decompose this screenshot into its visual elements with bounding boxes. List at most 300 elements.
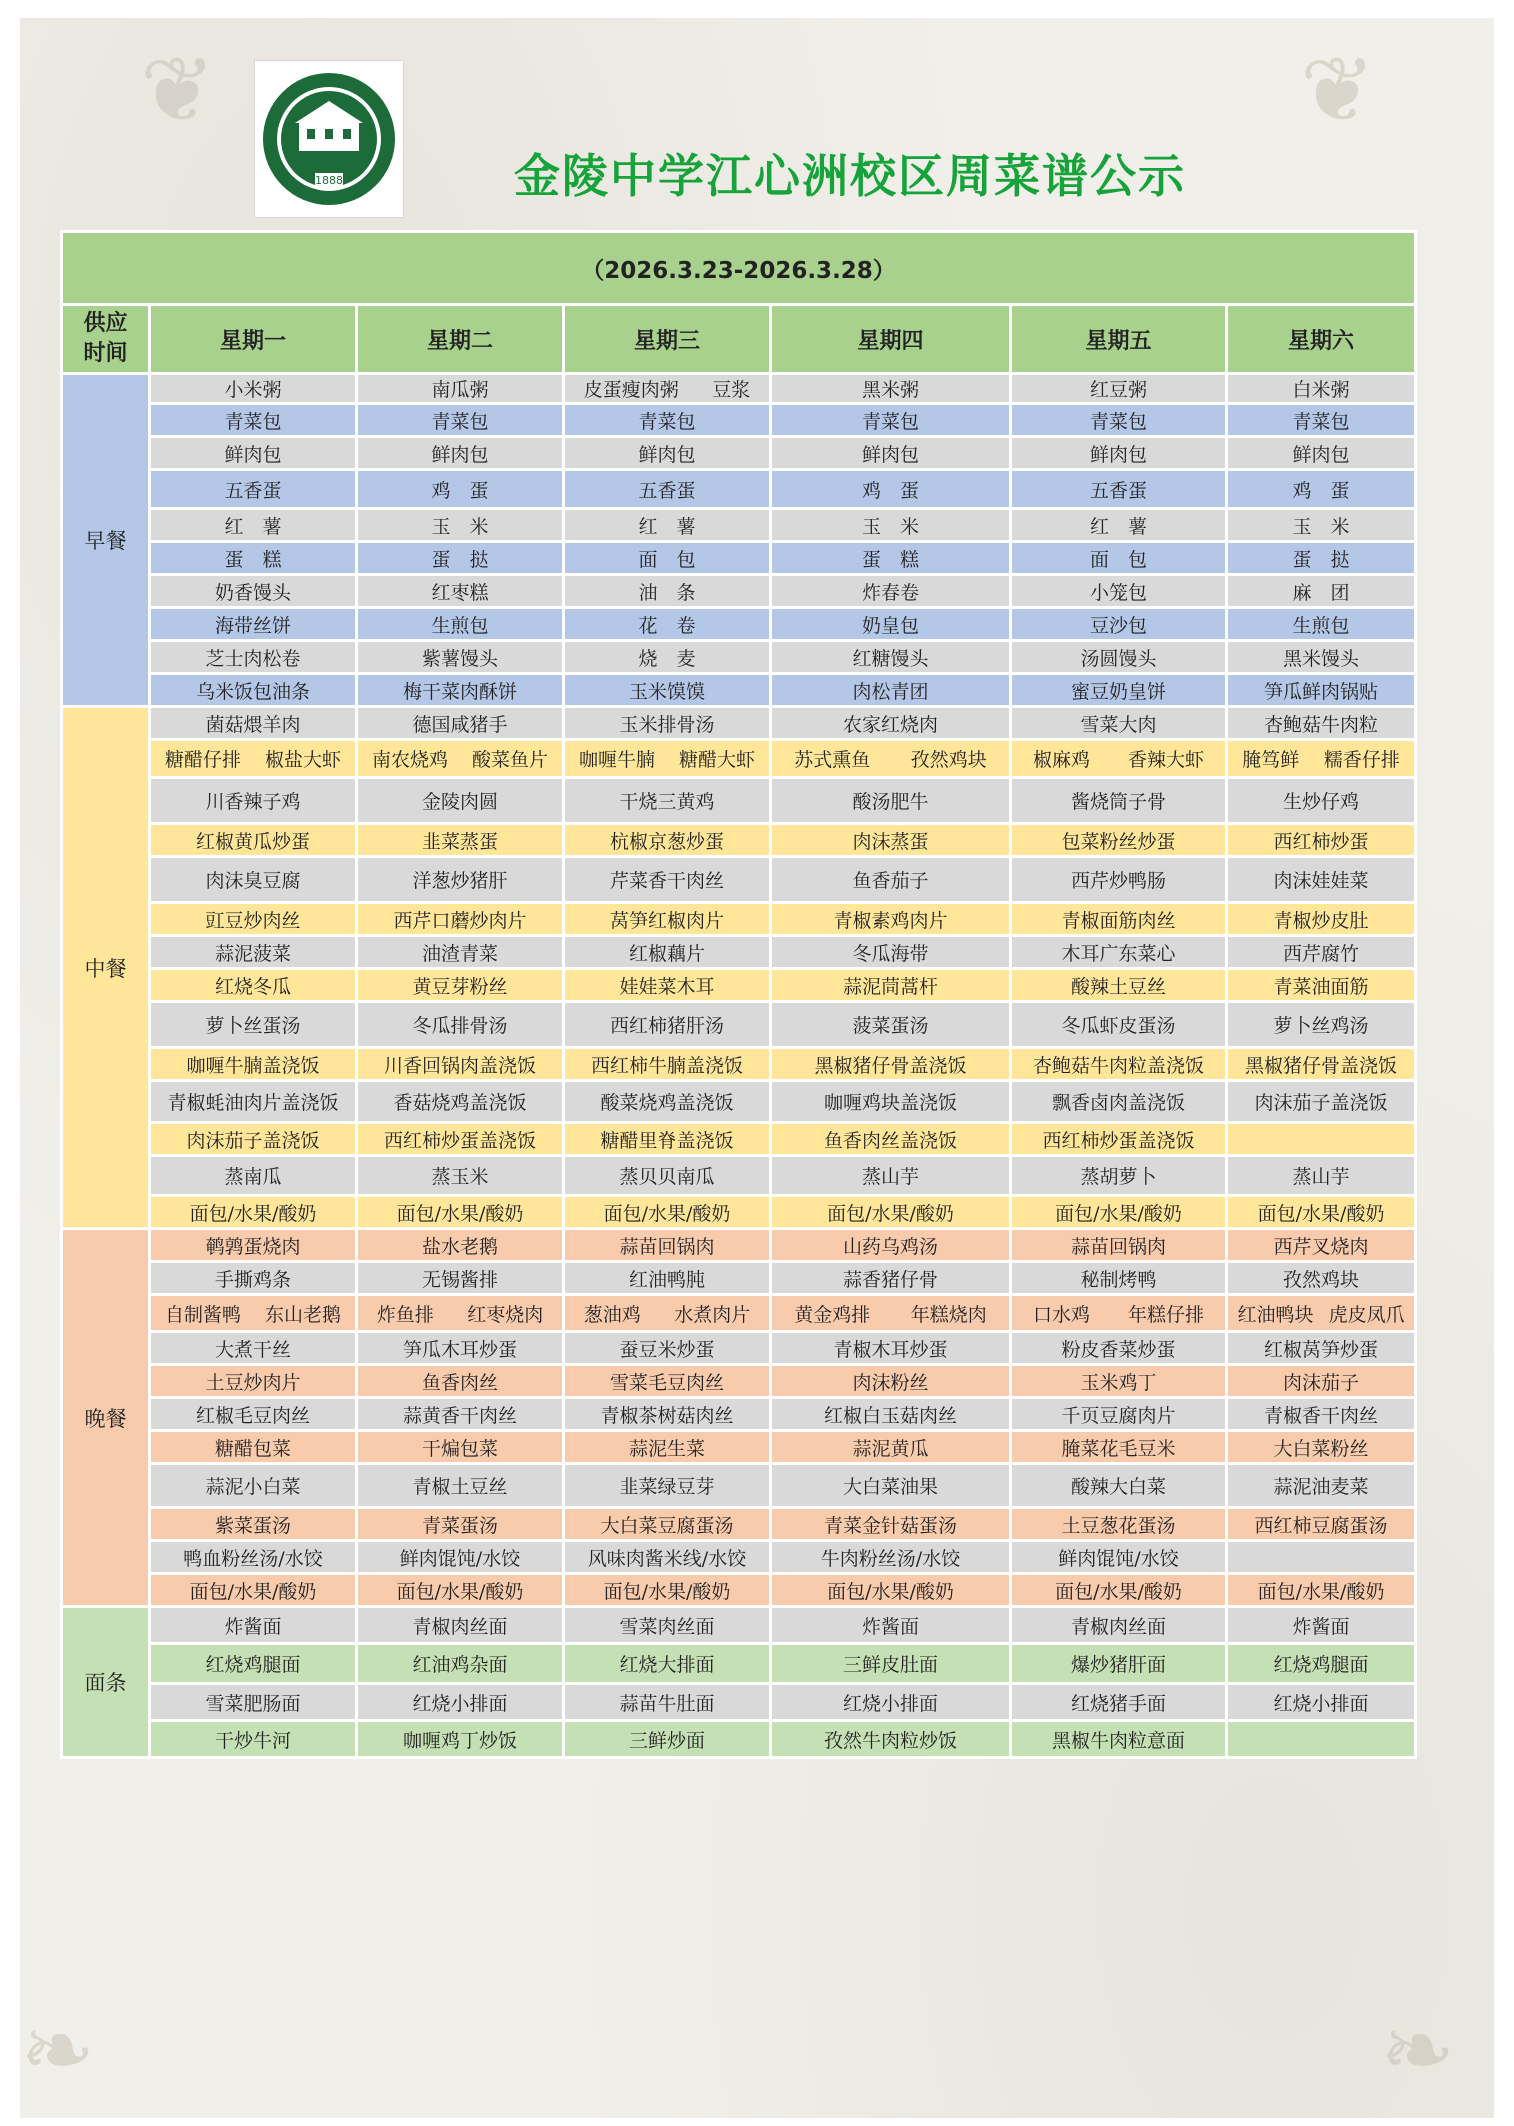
menu-row — [62, 641, 1416, 674]
dish-name: 皮蛋瘦肉粥 — [583, 379, 679, 401]
menu-row — [62, 1574, 1416, 1607]
dish-pair — [153, 1300, 353, 1327]
dish-cell — [1011, 740, 1227, 778]
dish-cell: 金陵肉圆 — [357, 778, 564, 824]
dish-cell: 爆炒猪肝面 — [1011, 1644, 1227, 1684]
dish-cell — [564, 374, 771, 404]
menu-row — [62, 542, 1416, 575]
dish-cell: 鲜肉包 — [1227, 437, 1416, 470]
dish-cell: 菌菇煨羊肉 — [150, 707, 357, 740]
dish-cell: 冬瓜排骨汤 — [357, 1002, 564, 1048]
menu-table — [60, 230, 1417, 1759]
dish-cell: 西红柿牛腩盖浇饭 — [564, 1048, 771, 1081]
branch-decoration-icon: ❦ — [140, 38, 216, 143]
dish-cell: 鲜肉包 — [150, 437, 357, 470]
dish-name: 口水鸡 — [1032, 1303, 1090, 1326]
dish-cell: 花 卷 — [564, 608, 771, 641]
dish-cell: 红烧小排面 — [771, 1684, 1011, 1721]
dish-cell: 面 包 — [1011, 542, 1227, 575]
dish-cell: 黑米馒头 — [1227, 641, 1416, 674]
dish-cell: 鱼香茄子 — [771, 857, 1011, 903]
dish-cell: 鲜肉馄饨/水饺 — [1011, 1541, 1227, 1574]
dish-cell: 红豆粥 — [1011, 374, 1227, 404]
dish-cell: 红烧鸡腿面 — [1227, 1644, 1416, 1684]
menu-row — [62, 1365, 1416, 1398]
menu-row — [62, 674, 1416, 707]
dish-cell: 红椒黄瓜炒蛋 — [150, 824, 357, 857]
menu-row — [62, 374, 1416, 404]
dish-cell: 青菜包 — [564, 404, 771, 437]
dish-cell: 玉米馍馍 — [564, 674, 771, 707]
dish-cell: 雪菜肉丝面 — [564, 1607, 771, 1644]
dish-cell: 青椒素鸡肉片 — [771, 903, 1011, 936]
dish-name: 水煮肉片 — [674, 1303, 751, 1326]
dish-cell: 蒸胡萝卜 — [1011, 1156, 1227, 1196]
dish-cell: 面包/水果/酸奶 — [1011, 1574, 1227, 1607]
dish-cell: 面包/水果/酸奶 — [1011, 1196, 1227, 1229]
dish-cell: 面包/水果/酸奶 — [357, 1574, 564, 1607]
dish-cell: 红枣糕 — [357, 575, 564, 608]
dish-cell: 西红柿炒蛋 — [1227, 824, 1416, 857]
dish-cell: 玉 米 — [771, 509, 1011, 542]
dish-cell: 鱼香肉丝 — [357, 1365, 564, 1398]
dish-cell: 蒸山芋 — [1227, 1156, 1416, 1196]
dish-cell: 飘香卤肉盖浇饭 — [1011, 1081, 1227, 1123]
dish-name: 苏式熏鱼 — [794, 749, 871, 771]
dish-cell: 青菜包 — [1227, 404, 1416, 437]
dish-cell: 萝卜丝鸡汤 — [1227, 1002, 1416, 1048]
dish-name: 椒麻鸡 — [1032, 749, 1090, 771]
dish-cell: 杏鲍菇牛肉粒盖浇饭 — [1011, 1048, 1227, 1081]
day-header-sat: 星期六 — [1227, 305, 1416, 374]
dish-cell: 雪菜毛豆肉丝 — [564, 1365, 771, 1398]
dish-cell: 蒜泥菠菜 — [150, 936, 357, 969]
dish-cell — [1011, 1295, 1227, 1332]
dish-cell: 糖醋包菜 — [150, 1431, 357, 1464]
dish-cell: 西红柿猪肝汤 — [564, 1002, 771, 1048]
dish-cell: 肉沫粉丝 — [771, 1365, 1011, 1398]
dish-cell: 咖喱鸡块盖浇饭 — [771, 1081, 1011, 1123]
leaf-decoration-icon: ❧ — [20, 1998, 96, 2103]
meal-label: 面条 — [62, 1607, 150, 1758]
dish-cell: 青椒肉丝面 — [1011, 1607, 1227, 1644]
dish-cell: 盐水老鹅 — [357, 1229, 564, 1262]
menu-row — [62, 1644, 1416, 1684]
dish-cell: 孜然牛肉粒炒饭 — [771, 1721, 1011, 1758]
menu-row — [62, 969, 1416, 1002]
menu-row — [62, 707, 1416, 740]
dish-cell — [1227, 1123, 1416, 1156]
dish-cell: 咖喱鸡丁炒饭 — [357, 1721, 564, 1758]
dish-cell: 青菜包 — [150, 404, 357, 437]
dish-cell: 南瓜粥 — [357, 374, 564, 404]
dish-cell: 风味肉酱米线/水饺 — [564, 1541, 771, 1574]
supply-time-header — [62, 305, 150, 374]
menu-row — [62, 1508, 1416, 1541]
menu-row — [62, 903, 1416, 936]
day-header-fri: 星期五 — [1011, 305, 1227, 374]
dish-cell: 酱烧筒子骨 — [1011, 778, 1227, 824]
dish-cell: 三鲜皮肚面 — [771, 1644, 1011, 1684]
dish-cell: 黑椒猪仔骨盖浇饭 — [1227, 1048, 1416, 1081]
menu-row — [62, 740, 1416, 778]
menu-row — [62, 1002, 1416, 1048]
dish-cell: 鱼香肉丝盖浇饭 — [771, 1123, 1011, 1156]
dish-cell: 蒜黄香干肉丝 — [357, 1398, 564, 1431]
leaf-decoration-icon: ❧ — [1380, 1998, 1456, 2103]
dish-cell: 红 薯 — [150, 509, 357, 542]
dish-cell: 梅干菜肉酥饼 — [357, 674, 564, 707]
dish-cell: 干煸包菜 — [357, 1431, 564, 1464]
dish-name: 东山老鹅 — [264, 1303, 341, 1326]
dish-cell: 肉沫茄子盖浇饭 — [150, 1123, 357, 1156]
dish-cell: 腌菜花毛豆米 — [1011, 1431, 1227, 1464]
menu-row — [62, 1431, 1416, 1464]
dish-cell: 青椒面筋肉丝 — [1011, 903, 1227, 936]
dish-cell: 萝卜丝蛋汤 — [150, 1002, 357, 1048]
dish-name: 腌笃鲜 — [1242, 749, 1300, 771]
dish-cell: 蒜泥茼蒿杆 — [771, 969, 1011, 1002]
menu-row — [62, 778, 1416, 824]
dish-cell: 雪菜肥肠面 — [150, 1684, 357, 1721]
dish-cell: 面包/水果/酸奶 — [1227, 1196, 1416, 1229]
dish-cell: 干烧三黄鸡 — [564, 778, 771, 824]
dish-cell: 红油鸭肫 — [564, 1262, 771, 1295]
dish-cell: 西芹炒鸭肠 — [1011, 857, 1227, 903]
dish-pair — [774, 745, 1007, 772]
dish-cell: 面包/水果/酸奶 — [150, 1196, 357, 1229]
dish-cell — [771, 1295, 1011, 1332]
dish-pair — [1014, 745, 1223, 772]
dish-cell: 肉沫茄子盖浇饭 — [1227, 1081, 1416, 1123]
menu-row — [62, 1123, 1416, 1156]
dish-cell: 小米粥 — [150, 374, 357, 404]
menu-row — [62, 437, 1416, 470]
dish-cell: 生煎包 — [1227, 608, 1416, 641]
dish-cell: 韭菜绿豆芽 — [564, 1464, 771, 1508]
dish-cell: 红椒白玉菇肉丝 — [771, 1398, 1011, 1431]
dish-cell: 蜜豆奶皇饼 — [1011, 674, 1227, 707]
meal-label: 早餐 — [62, 374, 150, 707]
dish-cell: 青椒木耳炒蛋 — [771, 1332, 1011, 1365]
dish-cell: 土豆葱花蛋汤 — [1011, 1508, 1227, 1541]
supply-time-label: 时间 — [83, 341, 128, 366]
dish-cell: 鲜肉包 — [564, 437, 771, 470]
dish-cell: 红椒藕片 — [564, 936, 771, 969]
dish-pair — [567, 375, 767, 402]
dish-cell: 海带丝饼 — [150, 608, 357, 641]
dish-cell: 玉米鸡丁 — [1011, 1365, 1227, 1398]
dish-pair — [1014, 1300, 1223, 1327]
dish-pair — [153, 745, 353, 772]
dish-name: 红枣烧肉 — [467, 1303, 544, 1326]
dish-cell: 酸辣大白菜 — [1011, 1464, 1227, 1508]
dish-cell: 鸡 蛋 — [1227, 470, 1416, 509]
dish-cell: 生炒仔鸡 — [1227, 778, 1416, 824]
dish-name: 糯香仔排 — [1323, 749, 1400, 771]
dish-name: 自制酱鸭 — [164, 1303, 241, 1326]
dish-cell: 红烧猪手面 — [1011, 1684, 1227, 1721]
dish-cell: 炸酱面 — [771, 1607, 1011, 1644]
dish-cell: 杏鲍菇牛肉粒 — [1227, 707, 1416, 740]
dish-cell: 农家红烧肉 — [771, 707, 1011, 740]
dish-cell: 五香蛋 — [150, 470, 357, 509]
dish-cell: 蒜苗牛肚面 — [564, 1684, 771, 1721]
day-header-mon: 星期一 — [150, 305, 357, 374]
dish-cell: 红烧大排面 — [564, 1644, 771, 1684]
dish-cell: 黑米粥 — [771, 374, 1011, 404]
page-title: 金陵中学江心洲校区周菜谱公示 — [514, 149, 1186, 203]
dish-cell: 咖喱牛腩盖浇饭 — [150, 1048, 357, 1081]
dish-cell: 紫薯馒头 — [357, 641, 564, 674]
dish-cell — [1227, 1721, 1416, 1758]
menu-row — [62, 1398, 1416, 1431]
dish-cell: 芝士肉松卷 — [150, 641, 357, 674]
dish-cell: 面包/水果/酸奶 — [771, 1574, 1011, 1607]
dish-cell: 炸春卷 — [771, 575, 1011, 608]
dish-cell: 面包/水果/酸奶 — [1227, 1574, 1416, 1607]
dish-cell — [1227, 740, 1416, 778]
dish-name: 椒盐大虾 — [264, 749, 341, 771]
menu-row — [62, 1229, 1416, 1262]
dish-cell: 五香蛋 — [564, 470, 771, 509]
dish-pair — [360, 1300, 560, 1327]
dish-cell: 鲜肉包 — [771, 437, 1011, 470]
menu-row — [62, 404, 1416, 437]
dish-cell: 生煎包 — [357, 608, 564, 641]
dish-cell: 油渣青菜 — [357, 936, 564, 969]
dish-cell: 蒸山芋 — [771, 1156, 1011, 1196]
dish-cell: 大白菜豆腐蛋汤 — [564, 1508, 771, 1541]
dish-name: 虎皮凤爪 — [1328, 1303, 1405, 1326]
dish-name: 年糕烧肉 — [910, 1303, 987, 1326]
dish-cell: 莴笋红椒肉片 — [564, 903, 771, 936]
dish-cell: 大白菜油果 — [771, 1464, 1011, 1508]
dish-cell: 蒜苗回锅肉 — [1011, 1229, 1227, 1262]
menu-row — [62, 575, 1416, 608]
dish-cell: 白米粥 — [1227, 374, 1416, 404]
menu-row — [62, 509, 1416, 542]
dish-cell: 红烧小排面 — [1227, 1684, 1416, 1721]
dish-cell: 蒜泥小白菜 — [150, 1464, 357, 1508]
dish-cell: 麻 团 — [1227, 575, 1416, 608]
dish-cell — [150, 740, 357, 778]
dish-cell: 紫菜蛋汤 — [150, 1508, 357, 1541]
dish-cell — [564, 1295, 771, 1332]
dish-cell: 蛋 糕 — [771, 542, 1011, 575]
dish-cell: 红糖馒头 — [771, 641, 1011, 674]
dish-cell: 面包/水果/酸奶 — [357, 1196, 564, 1229]
dish-cell: 鲜肉包 — [1011, 437, 1227, 470]
dish-cell: 奶皇包 — [771, 608, 1011, 641]
dish-cell: 五香蛋 — [1011, 470, 1227, 509]
dish-cell: 蛋 挞 — [357, 542, 564, 575]
dish-cell: 肉沫蒸蛋 — [771, 824, 1011, 857]
dish-cell: 油 条 — [564, 575, 771, 608]
dish-cell: 肉沫娃娃菜 — [1227, 857, 1416, 903]
dish-pair — [360, 745, 560, 772]
dish-name: 孜然鸡块 — [910, 749, 987, 771]
dish-cell: 蛋 挞 — [1227, 542, 1416, 575]
dish-cell: 豇豆炒肉丝 — [150, 903, 357, 936]
dish-cell: 大煮干丝 — [150, 1332, 357, 1365]
dish-cell: 青椒土豆丝 — [357, 1464, 564, 1508]
dish-name: 糖醋仔排 — [164, 749, 241, 771]
dish-cell: 面包/水果/酸奶 — [564, 1196, 771, 1229]
menu-row — [62, 936, 1416, 969]
dish-name: 酸菜鱼片 — [471, 749, 548, 771]
dish-cell: 青菜包 — [771, 404, 1011, 437]
dish-cell: 菠菜蛋汤 — [771, 1002, 1011, 1048]
dish-cell: 玉米排骨汤 — [564, 707, 771, 740]
dish-cell: 蒸贝贝南瓜 — [564, 1156, 771, 1196]
dish-cell: 鹌鹑蛋烧肉 — [150, 1229, 357, 1262]
dish-cell: 青椒茶树菇肉丝 — [564, 1398, 771, 1431]
dish-pair — [567, 745, 767, 772]
dish-cell: 乌米饭包油条 — [150, 674, 357, 707]
dish-cell: 鸡 蛋 — [771, 470, 1011, 509]
dish-cell: 笋瓜鲜肉锅贴 — [1227, 674, 1416, 707]
dish-cell: 包菜粉丝炒蛋 — [1011, 824, 1227, 857]
dish-name: 年糕仔排 — [1127, 1303, 1204, 1326]
dish-cell: 蒜香猪仔骨 — [771, 1262, 1011, 1295]
dish-cell: 汤圆馒头 — [1011, 641, 1227, 674]
dish-name: 葱油鸡 — [583, 1303, 641, 1326]
dish-cell: 红椒毛豆肉丝 — [150, 1398, 357, 1431]
date-range: （2026.3.23-2026.3.28） — [62, 232, 1416, 305]
menu-row — [62, 1684, 1416, 1721]
dish-cell: 蒸玉米 — [357, 1156, 564, 1196]
dish-cell: 孜然鸡块 — [1227, 1262, 1416, 1295]
menu-row — [62, 470, 1416, 509]
dish-cell: 西红柿炒蛋盖浇饭 — [357, 1123, 564, 1156]
dish-cell: 黄豆芽粉丝 — [357, 969, 564, 1002]
dish-pair — [567, 1300, 767, 1327]
dish-cell: 青菜蛋汤 — [357, 1508, 564, 1541]
dish-cell: 鸡 蛋 — [357, 470, 564, 509]
dish-cell: 酸辣土豆丝 — [1011, 969, 1227, 1002]
dish-cell: 面包/水果/酸奶 — [564, 1574, 771, 1607]
dish-cell: 青菜金针菇蛋汤 — [771, 1508, 1011, 1541]
dish-cell: 干炒牛河 — [150, 1721, 357, 1758]
dish-name: 豆浆 — [712, 379, 751, 401]
menu-row — [62, 608, 1416, 641]
dish-cell: 杭椒京葱炒蛋 — [564, 824, 771, 857]
menu-row — [62, 1262, 1416, 1295]
dish-cell: 粉皮香菜炒蛋 — [1011, 1332, 1227, 1365]
dish-cell: 冬瓜虾皮蛋汤 — [1011, 1002, 1227, 1048]
school-logo — [254, 60, 404, 218]
dish-name: 糖醋大虾 — [678, 749, 755, 771]
dish-cell: 三鲜炒面 — [564, 1721, 771, 1758]
menu-row — [62, 1048, 1416, 1081]
dish-cell: 牛肉粉丝汤/水饺 — [771, 1541, 1011, 1574]
dish-name: 香辣大虾 — [1127, 749, 1204, 771]
dish-cell: 洋葱炒猪肝 — [357, 857, 564, 903]
dish-cell: 西芹腐竹 — [1227, 936, 1416, 969]
menu-row — [62, 1156, 1416, 1196]
dish-cell: 鲜肉馄饨/水饺 — [357, 1541, 564, 1574]
dish-cell: 蒜泥油麦菜 — [1227, 1464, 1416, 1508]
dish-name: 南农烧鸡 — [371, 749, 448, 771]
dish-cell: 土豆炒肉片 — [150, 1365, 357, 1398]
dish-cell: 鸭血粉丝汤/水饺 — [150, 1541, 357, 1574]
dish-cell — [357, 740, 564, 778]
menu-row — [62, 1721, 1416, 1758]
dish-cell: 芹菜香干肉丝 — [564, 857, 771, 903]
dish-cell — [564, 740, 771, 778]
day-header-thu: 星期四 — [771, 305, 1011, 374]
dish-cell: 小笼包 — [1011, 575, 1227, 608]
dish-cell — [771, 740, 1011, 778]
dish-cell: 鲜肉包 — [357, 437, 564, 470]
menu-row — [62, 1607, 1416, 1644]
dish-cell: 青椒香干肉丝 — [1227, 1398, 1416, 1431]
dish-cell: 山药乌鸡汤 — [771, 1229, 1011, 1262]
dish-cell: 烧 麦 — [564, 641, 771, 674]
dish-cell: 红油鸡杂面 — [357, 1644, 564, 1684]
meal-label: 中餐 — [62, 707, 150, 1229]
dish-cell: 韭菜蒸蛋 — [357, 824, 564, 857]
dish-cell: 青椒蚝油肉片盖浇饭 — [150, 1081, 357, 1123]
dish-cell: 玉 米 — [357, 509, 564, 542]
dish-cell: 奶香馒头 — [150, 575, 357, 608]
dish-cell: 面 包 — [564, 542, 771, 575]
dish-pair — [774, 1300, 1007, 1327]
dish-cell: 面包/水果/酸奶 — [150, 1574, 357, 1607]
dish-cell: 酸菜烧鸡盖浇饭 — [564, 1081, 771, 1123]
branch-decoration-icon: ❦ — [1300, 38, 1376, 143]
dish-cell: 红 薯 — [564, 509, 771, 542]
dish-cell: 糖醋里脊盖浇饭 — [564, 1123, 771, 1156]
dish-cell: 酸汤肥牛 — [771, 778, 1011, 824]
dish-cell: 雪菜大肉 — [1011, 707, 1227, 740]
dish-name: 红油鸭块 — [1237, 1303, 1314, 1326]
menu-row — [62, 1295, 1416, 1332]
dish-cell — [1227, 1295, 1416, 1332]
menu-row — [62, 1196, 1416, 1229]
dish-cell: 冬瓜海带 — [771, 936, 1011, 969]
dish-cell — [150, 1295, 357, 1332]
dish-cell: 肉松青团 — [771, 674, 1011, 707]
dish-cell: 蛋 糕 — [150, 542, 357, 575]
dish-cell: 红烧小排面 — [357, 1684, 564, 1721]
dish-cell: 青菜包 — [357, 404, 564, 437]
dish-name: 咖喱牛腩 — [578, 749, 655, 771]
dish-cell: 大白菜粉丝 — [1227, 1431, 1416, 1464]
dish-cell: 德国咸猪手 — [357, 707, 564, 740]
menu-row — [62, 1464, 1416, 1508]
dish-cell: 肉沫茄子 — [1227, 1365, 1416, 1398]
dish-cell: 肉沫臭豆腐 — [150, 857, 357, 903]
dish-cell: 青椒炒皮肚 — [1227, 903, 1416, 936]
dish-cell: 娃娃菜木耳 — [564, 969, 771, 1002]
dish-cell: 红 薯 — [1011, 509, 1227, 542]
dish-name: 炸鱼排 — [376, 1303, 434, 1326]
dish-cell: 蒸南瓜 — [150, 1156, 357, 1196]
dish-cell: 香菇烧鸡盖浇饭 — [357, 1081, 564, 1123]
dish-cell: 川香辣子鸡 — [150, 778, 357, 824]
day-header-wed: 星期三 — [564, 305, 771, 374]
dish-cell: 蒜泥黄瓜 — [771, 1431, 1011, 1464]
dish-cell: 青菜包 — [1011, 404, 1227, 437]
dish-cell: 西芹口蘑炒肉片 — [357, 903, 564, 936]
dish-cell: 秘制烤鸭 — [1011, 1262, 1227, 1295]
dish-cell — [1227, 1541, 1416, 1574]
meal-label: 晚餐 — [62, 1229, 150, 1607]
dish-pair — [1230, 745, 1412, 772]
dish-cell: 无锡酱排 — [357, 1262, 564, 1295]
